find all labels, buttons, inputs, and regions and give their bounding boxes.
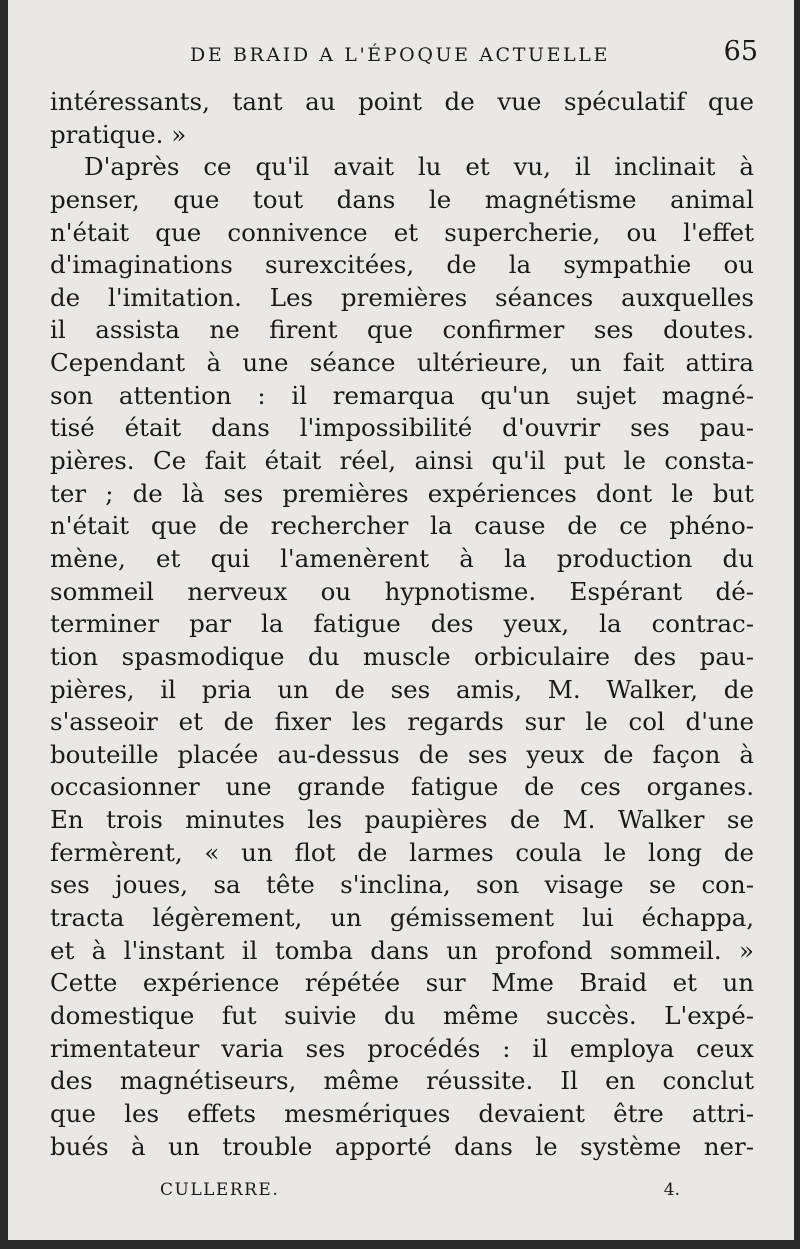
text-line: mène, et qui l'amenèrent à la production du [50,543,754,573]
text-line: D'après ce qu'il avait lu et vu, il inclinait à [84,152,754,182]
page-footer [160,1180,680,1210]
text-line: que les effets mesmériques devaient être attri- [50,1098,754,1128]
text-line: Cependant à une séance ultérieure, un fait attira [50,348,754,378]
text-line: et à l'instant il tomba dans un profond sommeil. » [50,935,754,965]
text-line: intéressants, tant au point de vue spéculatif que [50,87,754,116]
text-line: pières, il pria un de ses amis, M. Walker, de [50,674,754,704]
text-line: sommeil nerveux ou hypnotisme. Espérant dé- [50,576,754,606]
text-line: En trois minutes les paupières de M. Walker se [50,805,754,835]
text-line: s'asseoir et de fixer les regards sur le col d'une [50,707,754,737]
text-line: n'était que de rechercher la cause de ce phéno- [50,511,754,541]
text-line: Cette expérience répétée sur Mme Braid et un [50,968,754,998]
text-line: occasionner une grande fatigue de ces organes. [50,772,754,802]
signature-mark: 4. [663,1180,680,1200]
text-line: d'imaginations surexcitées, de la sympathie ou [50,250,754,280]
text-line: tracta légèrement, un gémissement lui échappa, [50,903,754,933]
text-line: tisé était dans l'impossibilité d'ouvrir ses pau- [50,413,754,443]
text-line: rimentateur varia ses procédés : il employa ceux [50,1033,754,1063]
body-text [50,86,754,1163]
printer-signature: CULLERRE. [160,1180,280,1200]
text-line: fermèrent, « un flot de larmes coula le long de [50,837,754,867]
text-line: penser, que tout dans le magnétisme animal [50,184,754,214]
book-page [8,0,794,1240]
page-header [50,36,758,76]
text-line: de l'imitation. Les premières séances auxquelles [50,282,754,312]
page-number: 65 [723,36,758,67]
text-line: pratique. » [50,119,187,149]
text-line: il assista ne firent que confirmer ses doutes. [50,315,754,345]
text-line: domestique fut suivie du même succès. L'expé- [50,1000,754,1030]
text-line: bouteille placée au-dessus de ses yeux de façon à [50,739,754,769]
text-line: pières. Ce fait était réel, ainsi qu'il put le consta- [50,446,754,476]
running-head: DE BRAID A L'ÉPOQUE ACTUELLE [190,44,610,66]
text-line: ter ; de là ses premières expériences dont le but [50,478,754,508]
text-line: des magnétiseurs, même réussite. Il en conclut [50,1066,754,1096]
text-line: bués à un trouble apporté dans le système ner- [50,1131,754,1161]
text-line: tion spasmodique du muscle orbiculaire des pau- [50,641,754,671]
text-line: terminer par la fatigue des yeux, la contrac- [50,609,754,639]
text-line: n'était que connivence et supercherie, ou l'effet [50,217,754,247]
text-line: son attention : il remarqua qu'un sujet magné- [50,380,754,410]
text-line: ses joues, sa tête s'inclina, son visage se con- [50,870,754,900]
